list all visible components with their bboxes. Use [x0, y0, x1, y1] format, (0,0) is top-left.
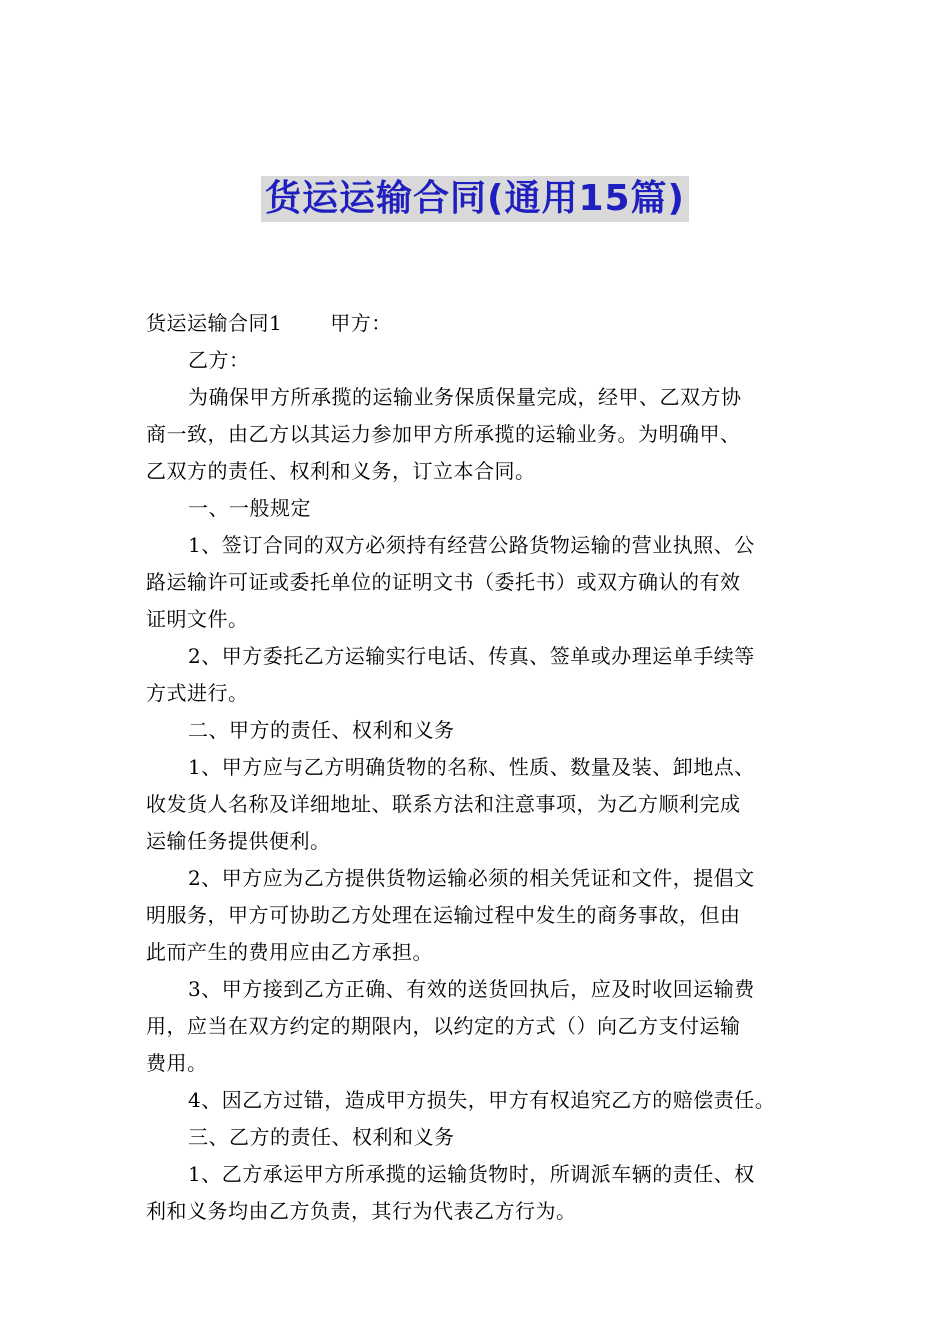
- paragraph-line: 费用。: [146, 1051, 208, 1075]
- paragraph-line: 利和义务均由乙方负责，其行为代表乙方行为。: [146, 1199, 577, 1223]
- section-heading: 一、一般规定: [188, 496, 311, 520]
- title-wrap: [0, 176, 950, 222]
- paragraph-line: 方式进行。: [146, 681, 249, 705]
- document-title: 货运运输合同(通用15篇): [261, 176, 689, 222]
- document-body: [146, 305, 810, 1230]
- paragraph-line: 1、签订合同的双方必须持有经营公路货物运输的营业执照、公: [188, 533, 755, 557]
- paragraph-line: 商一致，由乙方以其运力参加甲方所承揽的运输业务。为明确甲、: [146, 422, 741, 446]
- paragraph-line: 为确保甲方所承揽的运输业务保质保量完成，经甲、乙双方协: [188, 385, 742, 409]
- paragraph-line: 证明文件。: [146, 607, 249, 631]
- paragraph-line: 运输任务提供便利。: [146, 829, 331, 853]
- party-a-label: 甲方：: [330, 311, 392, 335]
- paragraph-line: [146, 305, 810, 342]
- paragraph-line: 明服务，甲方可协助乙方处理在运输过程中发生的商务事故，但由: [146, 903, 741, 927]
- paragraph-line: 3、甲方接到乙方正确、有效的送货回执后，应及时收回运输费: [188, 977, 755, 1001]
- contract-heading: 货运运输合同1: [146, 311, 283, 335]
- paragraph-line: 乙双方的责任、权利和义务，订立本合同。: [146, 459, 536, 483]
- section-heading: 三、乙方的责任、权利和义务: [188, 1125, 455, 1149]
- paragraph-line: 收发货人名称及详细地址、联系方法和注意事项，为乙方顺利完成: [146, 792, 741, 816]
- section-heading: 二、甲方的责任、权利和义务: [188, 718, 455, 742]
- paragraph-line: 乙方：: [188, 348, 250, 372]
- paragraph-line: 1、乙方承运甲方所承揽的运输货物时，所调派车辆的责任、权: [188, 1162, 755, 1186]
- paragraph-line: 路运输许可证或委托单位的证明文书（委托书）或双方确认的有效: [146, 570, 741, 594]
- paragraph-line: 4、因乙方过错，造成甲方损失，甲方有权追究乙方的赔偿责任。: [188, 1088, 776, 1112]
- paragraph-line: 此而产生的费用应由乙方承担。: [146, 940, 433, 964]
- paragraph-line: 1、甲方应与乙方明确货物的名称、性质、数量及装、卸地点、: [188, 755, 755, 779]
- paragraph-line: 用，应当在双方约定的期限内，以约定的方式（）向乙方支付运输: [146, 1014, 741, 1038]
- paragraph-line: 2、甲方应为乙方提供货物运输必须的相关凭证和文件，提倡文: [188, 866, 755, 890]
- paragraph-line: 2、甲方委托乙方运输实行电话、传真、签单或办理运单手续等: [188, 644, 755, 668]
